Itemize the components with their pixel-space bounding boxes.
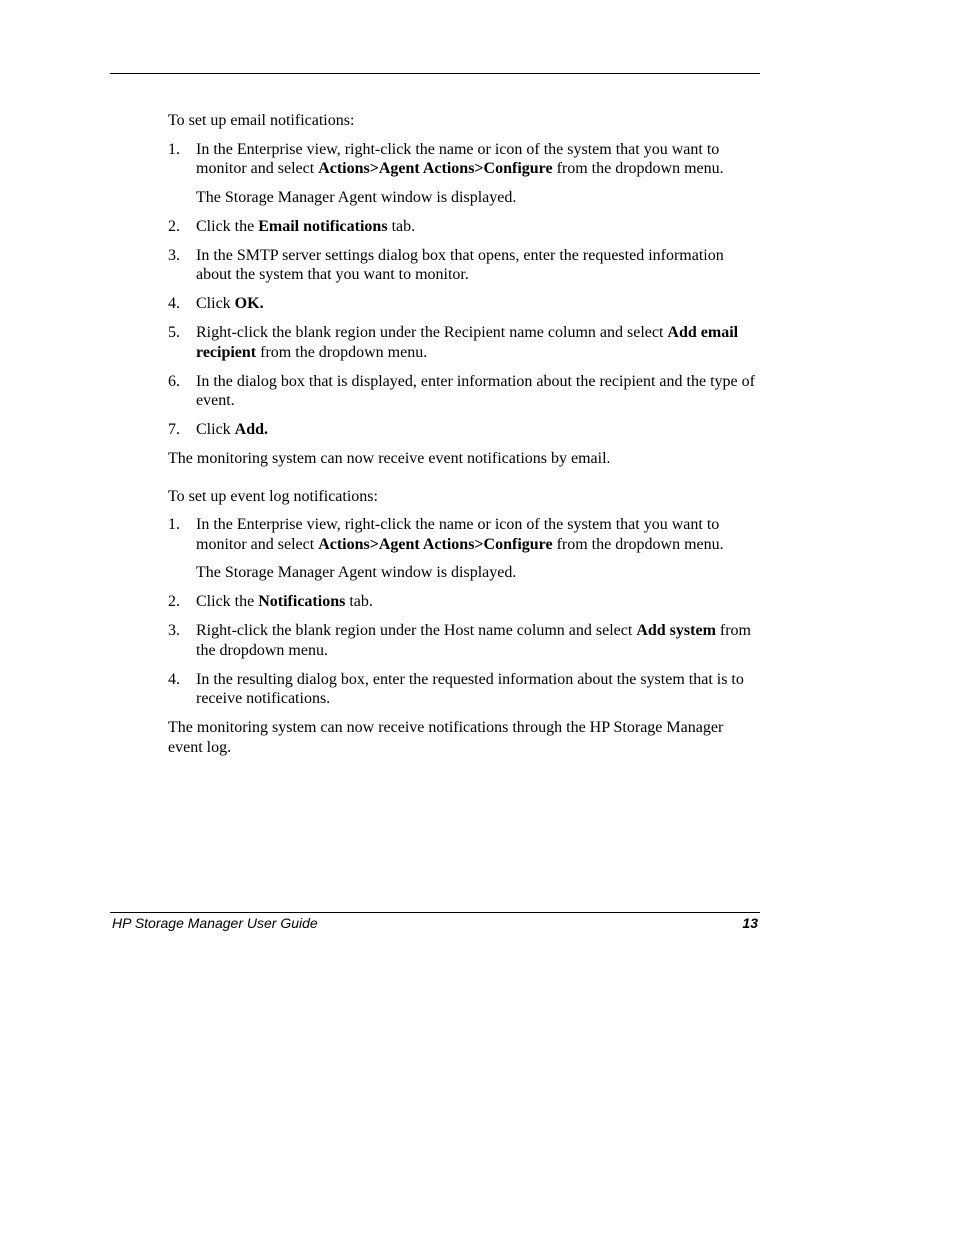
step-text-run: from the dropdown menu. — [552, 535, 724, 553]
step-text-run: Click the — [196, 593, 259, 610]
step-number: 1. — [168, 140, 180, 158]
email-steps-list — [168, 140, 760, 440]
list-item — [168, 323, 760, 362]
list-item — [168, 294, 760, 314]
step-number: 7. — [168, 421, 180, 438]
step-emphasis: Actions>Agent Actions>Configure — [318, 160, 553, 177]
step-number: 3. — [168, 246, 180, 264]
step-emphasis: OK. — [234, 295, 264, 312]
list-item — [168, 246, 760, 285]
footer-title: HP Storage Manager User Guide — [112, 915, 318, 931]
step-text-run: Click the — [196, 217, 259, 235]
step-text — [196, 622, 751, 659]
list-item — [168, 592, 760, 612]
step-text-run: from the dropdown menu. — [552, 160, 724, 177]
step-text-run: Right-click the blank region under the Recipient name column and select — [196, 324, 668, 341]
list-item — [168, 140, 760, 208]
step-text-run: In the resulting dialog box, enter the requested information about the system that is to receive notifications. — [196, 670, 744, 707]
list-item — [168, 420, 760, 440]
eventlog-section-summary: The monitoring system can now receive notifications through the HP Storage Manager event log. — [168, 719, 724, 756]
step-emphasis: Add email recipient — [196, 324, 739, 361]
list-item — [168, 217, 760, 237]
step-emphasis: Actions>Agent Actions>Configure — [318, 535, 553, 553]
step-result: The Storage Manager Agent window is displayed. — [196, 188, 517, 206]
step-text-run: Click — [196, 295, 235, 312]
step-number: 2. — [168, 217, 180, 235]
page-footer — [112, 914, 758, 932]
step-number: 4. — [168, 670, 180, 688]
step-number: 1. — [168, 516, 180, 533]
step-text-run: from the dropdown menu. — [256, 343, 428, 361]
step-text — [196, 324, 738, 361]
step-text-run: In the Enterprise view, right-click the name or icon of the system that you want to monitor and select — [196, 516, 720, 553]
eventlog-steps-list — [168, 515, 760, 709]
page-number: 13 — [742, 915, 758, 931]
step-text — [196, 141, 724, 178]
step-text — [196, 373, 755, 410]
header-rule — [110, 73, 760, 74]
step-result: The Storage Manager Agent window is displayed. — [196, 564, 517, 581]
step-emphasis: Email notifications — [258, 217, 388, 235]
step-text — [196, 421, 268, 438]
page-body — [168, 111, 760, 757]
list-item — [168, 621, 760, 660]
step-text-run: In the dialog box that is displayed, enter information about the recipient and the type of event. — [196, 372, 755, 409]
step-number: 3. — [168, 622, 180, 639]
step-emphasis: Notifications — [258, 593, 346, 610]
email-section-summary: The monitoring system can now receive event notifications by email. — [168, 450, 611, 467]
step-emphasis: Add system — [636, 622, 716, 639]
list-item — [168, 670, 760, 709]
step-text — [196, 295, 264, 312]
step-text-run: from the dropdown menu. — [196, 622, 751, 659]
step-text-run: tab. — [387, 217, 416, 235]
step-text-run: Click — [196, 421, 235, 438]
footer-rule — [110, 912, 760, 913]
step-number: 4. — [168, 295, 180, 312]
step-emphasis: Add. — [234, 421, 269, 438]
list-item — [168, 515, 760, 583]
step-text — [196, 516, 724, 553]
step-text-run: Right-click the blank region under the Host name column and select — [196, 622, 637, 639]
step-text — [196, 671, 744, 708]
step-number: 6. — [168, 372, 180, 390]
email-notifications-section — [168, 111, 760, 469]
step-text — [196, 247, 724, 284]
eventlog-section-intro: To set up event log notifications: — [168, 487, 378, 505]
event-log-notifications-section — [168, 487, 760, 758]
step-text — [196, 593, 373, 610]
step-text-run: tab. — [345, 593, 373, 610]
step-number: 5. — [168, 324, 180, 341]
email-section-intro: To set up email notifications: — [168, 112, 355, 129]
step-number: 2. — [168, 593, 180, 610]
step-text-run: In the Enterprise view, right-click the name or icon of the system that you want to monitor and select — [196, 140, 720, 177]
list-item — [168, 372, 760, 411]
step-text-run: In the SMTP server settings dialog box that opens, enter the requested information about the system that you want to monitor. — [196, 246, 724, 283]
step-text — [196, 218, 415, 235]
